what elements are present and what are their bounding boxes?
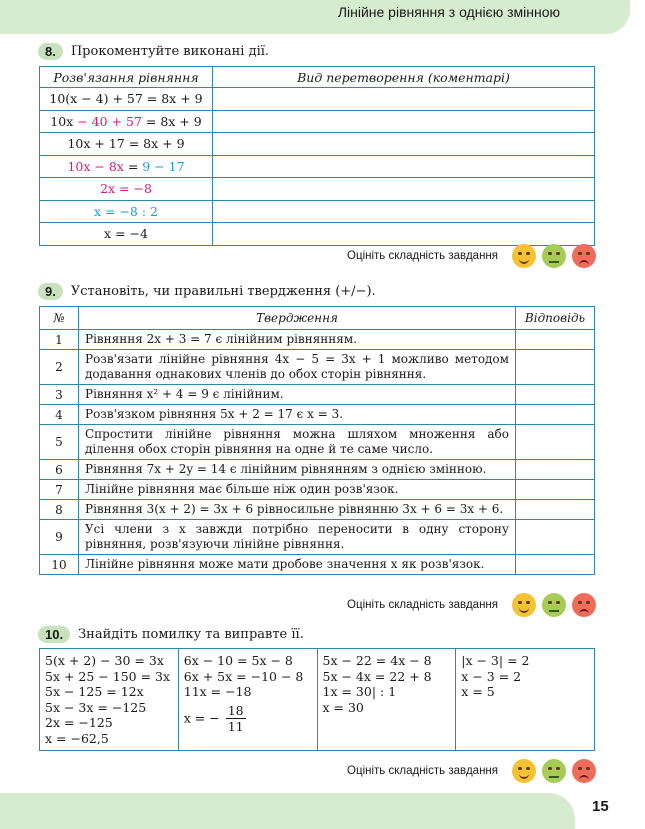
answer-cell[interactable] bbox=[516, 385, 595, 405]
difficulty-rating bbox=[347, 244, 596, 268]
task8-comment-cell[interactable] bbox=[213, 155, 595, 178]
happy-face-icon[interactable] bbox=[512, 759, 536, 783]
fraction bbox=[226, 703, 246, 735]
equation-line: 6x − 10 = 5x − 8 bbox=[183, 653, 293, 668]
answer-cell[interactable] bbox=[516, 405, 595, 425]
header-title: Лінійне рівняння з однією змінною bbox=[337, 4, 560, 20]
equation-line: 6x + 5x = −10 − 8 bbox=[183, 668, 304, 684]
happy-face-icon[interactable] bbox=[512, 593, 536, 617]
row-number: 3 bbox=[40, 385, 79, 405]
row-number: 4 bbox=[40, 405, 79, 425]
fraction-denominator: 11 bbox=[227, 719, 244, 734]
equation-line: 5x − 125 = 12x bbox=[45, 684, 144, 699]
task8-comment-cell[interactable] bbox=[213, 133, 595, 156]
task8-step: 10x − 40 + 57 = 8x + 9 bbox=[40, 110, 213, 133]
equation-line: 5(x + 2) − 30 = 3x bbox=[45, 653, 164, 668]
answer-cell[interactable] bbox=[516, 460, 595, 480]
task8-step: 10(x − 4) + 57 = 8x + 9 bbox=[40, 88, 213, 111]
task8-comment-cell[interactable] bbox=[213, 110, 595, 133]
answer-cell[interactable] bbox=[516, 330, 595, 350]
task10-solution-2 bbox=[178, 649, 317, 751]
answer-cell[interactable] bbox=[516, 425, 595, 460]
equation-line: 2x = −125 bbox=[45, 715, 113, 730]
sad-face-icon[interactable] bbox=[572, 593, 596, 617]
task9-table bbox=[39, 306, 595, 575]
task8-col-comment: Вид перетворення (коментарі) bbox=[213, 67, 595, 88]
equation-line: x = 5 bbox=[461, 684, 495, 699]
row-number: 9 bbox=[40, 520, 79, 555]
fraction-equation bbox=[184, 703, 312, 735]
task8-comment-cell[interactable] bbox=[213, 88, 595, 111]
task10-heading bbox=[38, 623, 304, 645]
sad-face-icon[interactable] bbox=[572, 244, 596, 268]
rating-label: Оцініть складність завдання bbox=[347, 765, 498, 777]
fraction-numerator: 18 bbox=[227, 702, 244, 718]
statement-text: Рівняння 7x + 2y = 14 є лінійним рівнянням з однією змінною. bbox=[79, 460, 516, 480]
statement-text: Рівняння 2x + 3 = 7 є лінійним рівнянням. bbox=[79, 330, 516, 350]
statement-text: Усі члени з x завжди потрібно переносити в одну сторону рівняння, розв'язуючи лінійне рівняння. bbox=[79, 520, 516, 555]
sad-face-icon[interactable] bbox=[572, 759, 596, 783]
task8-col-solution: Розв'язання рівняння bbox=[40, 67, 213, 88]
task9-number: 9. bbox=[38, 283, 63, 300]
difficulty-rating bbox=[347, 759, 596, 783]
rating-label: Оцініть складність завдання bbox=[347, 599, 498, 611]
statement-text: Спростити лінійне рівняння можна шляхом множення або ділення обох сторін рівняння на одне й те саме число. bbox=[79, 425, 516, 460]
footer-band bbox=[0, 793, 575, 829]
task9-heading bbox=[38, 280, 376, 302]
answer-cell[interactable] bbox=[516, 520, 595, 555]
task10-table bbox=[39, 648, 595, 751]
neutral-face-icon[interactable] bbox=[542, 759, 566, 783]
difficulty-rating bbox=[347, 593, 596, 617]
neutral-face-icon[interactable] bbox=[542, 593, 566, 617]
task8-prompt: Прокоментуйте виконані дії. bbox=[70, 43, 270, 59]
equation-line: |x − 3| = 2 bbox=[461, 653, 530, 668]
task10-solution-4 bbox=[456, 649, 595, 751]
task10-solution-3 bbox=[317, 649, 456, 751]
task8-step: 10x − 8x = 9 − 17 bbox=[40, 155, 213, 178]
task9-col-statement: Твердження bbox=[79, 307, 516, 330]
task8-comment-cell[interactable] bbox=[213, 200, 595, 223]
page-number: 15 bbox=[592, 798, 609, 815]
task9-prompt: Установіть, чи правильні твердження (+/−). bbox=[70, 283, 376, 299]
task10-number: 10. bbox=[38, 626, 70, 643]
answer-cell[interactable] bbox=[516, 555, 595, 575]
statement-text: Лінійне рівняння може мати дробове значення x як розв'язок. bbox=[79, 555, 516, 575]
row-number: 10 bbox=[40, 555, 79, 575]
fraction-prefix: x = − bbox=[183, 710, 220, 725]
equation-line: 5x − 4x = 22 + 8 bbox=[322, 668, 432, 684]
row-number: 8 bbox=[40, 500, 79, 520]
task10-solution-1 bbox=[40, 649, 179, 751]
row-number: 1 bbox=[40, 330, 79, 350]
task8-step: x = −4 bbox=[40, 223, 213, 246]
statement-text: Лінійне рівняння має більше ніж один розв'язок. bbox=[79, 480, 516, 500]
answer-cell[interactable] bbox=[516, 480, 595, 500]
equation-line: 11x = −18 bbox=[183, 684, 252, 699]
happy-face-icon[interactable] bbox=[512, 244, 536, 268]
statement-text: Розв'язати лінійне рівняння 4x − 5 = 3x + 1 можливо методом додавання однакових членів до обох сторін рівняння. bbox=[79, 350, 516, 385]
rating-label: Оцініть складність завдання bbox=[347, 250, 498, 262]
task9-col-answer: Відповідь bbox=[516, 307, 595, 330]
equation-line: x − 3 = 2 bbox=[461, 668, 522, 684]
statement-text: Рівняння 3(x + 2) = 3x + 6 рівносильне рівнянню 3x + 6 = 3x + 6. bbox=[79, 500, 516, 520]
equation-line: x = −62,5 bbox=[45, 730, 109, 746]
neutral-face-icon[interactable] bbox=[542, 244, 566, 268]
task8-step: 10x + 17 = 8x + 9 bbox=[40, 133, 213, 156]
equation-line: 5x + 25 − 150 = 3x bbox=[45, 668, 171, 684]
answer-cell[interactable] bbox=[516, 500, 595, 520]
row-number: 2 bbox=[40, 350, 79, 385]
page-header bbox=[0, 0, 645, 34]
row-number: 5 bbox=[40, 425, 79, 460]
statement-text: Рівняння x² + 4 = 9 є лінійним. bbox=[79, 385, 516, 405]
row-number: 7 bbox=[40, 480, 79, 500]
task8-step: x = −8 : 2 bbox=[40, 200, 213, 223]
task10-prompt: Знайдіть помилку та виправте її. bbox=[78, 626, 304, 642]
task8-table bbox=[39, 66, 595, 246]
equation-line: 5x − 3x = −125 bbox=[45, 699, 147, 715]
row-number: 6 bbox=[40, 460, 79, 480]
task8-comment-cell[interactable] bbox=[213, 223, 595, 246]
answer-cell[interactable] bbox=[516, 350, 595, 385]
task9-col-num: № bbox=[40, 307, 79, 330]
task8-number: 8. bbox=[38, 43, 63, 60]
equation-line: 1x = 30| : 1 bbox=[322, 684, 397, 699]
task8-heading bbox=[38, 40, 269, 62]
equation-line: 5x − 22 = 4x − 8 bbox=[322, 653, 432, 668]
statement-text: Розв'язком рівняння 5x + 2 = 17 є x = 3. bbox=[79, 405, 516, 425]
task8-comment-cell[interactable] bbox=[213, 178, 595, 201]
equation-line: x = 30 bbox=[322, 699, 364, 715]
task8-step: 2x = −8 bbox=[40, 178, 213, 201]
